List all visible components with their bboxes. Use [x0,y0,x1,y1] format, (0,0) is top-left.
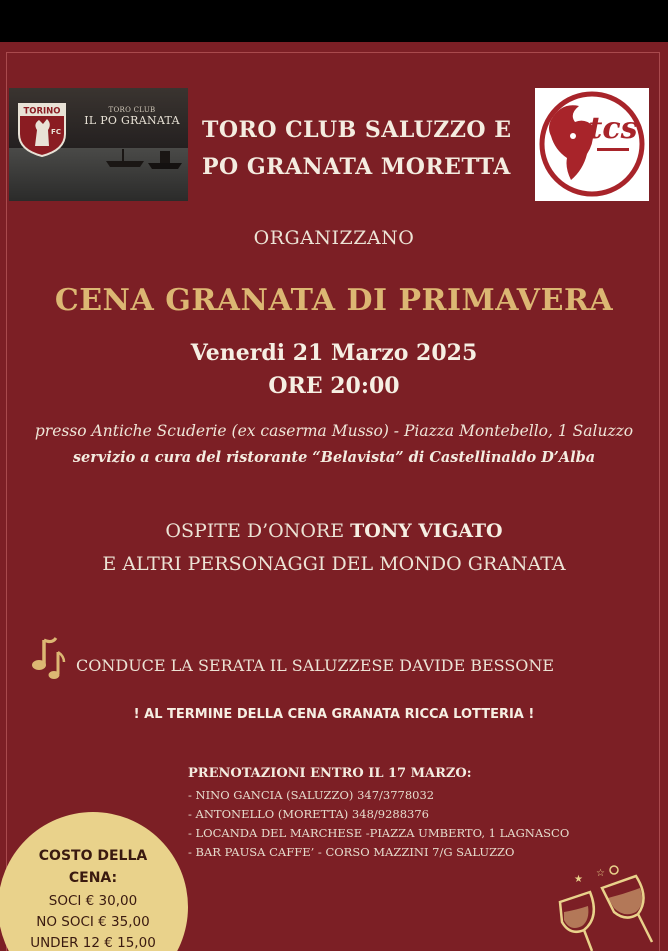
event-venue: presso Antiche Scuderie (ex caserma Musso) - Piazza Montebello, 1 Saluzzo [34,422,634,440]
champagne-glasses-icon [540,862,668,951]
price-under-12: UNDER 12 € 15,00 [30,935,156,951]
torino-fc-badge-icon [15,100,69,158]
svg-text:☆: ☆ [596,868,605,879]
il-po-granata-logo [9,88,188,201]
event-date: Venerdi 21 Marzo 2025 [190,340,478,366]
svg-text:tcs: tcs [588,111,638,146]
bookings-title: PRENOTAZIONI ENTRO IL 17 MARZO: [188,766,472,781]
cost-title: CENA: [68,870,118,886]
tcs-logo [535,88,649,201]
guest-prefix: OSPITE D’ONORE [165,520,351,542]
club-name-line-2: PO GRANATA MORETTA [202,154,511,180]
host-info: CONDUCE LA SERATA IL SALUZZESE DAVIDE BESSONE [76,656,555,675]
booking-contact: - NINO GANCIA (SALUZZO) 347/3778032 [188,788,435,802]
cost-title: COSTO DELLA [38,848,148,864]
booking-contact: - LOCANDA DEL MARCHESE -PIAZZA UMBERTO, 1 LAGNASCO [188,826,570,840]
price-members: SOCI € 30,00 [48,893,138,909]
svg-text:★: ★ [574,874,583,885]
price-non-members: NO SOCI € 35,00 [36,914,150,930]
svg-text:TORINO: TORINO [23,106,61,117]
logo-title-text: IL PO GRANATA [84,114,180,127]
lottery-notice: ! AL TERMINE DELLA CENA GRANATA RICCA LOTTERIA ! [133,707,535,722]
club-name-line-1: TORO CLUB SALUZZO E [202,117,512,143]
organizers-label: ORGANIZZANO [253,227,415,249]
bull-logo-icon [535,88,649,201]
guest-name: TONY VIGATO [350,520,503,542]
other-guests: E ALTRI PERSONAGGI DEL MONDO GRANATA [102,553,566,575]
top-bar [0,0,668,42]
guest-of-honor [0,520,668,542]
boats-illustration [104,143,184,173]
music-note-icon [30,634,68,682]
logo-small-text: TORO CLUB [108,106,156,114]
svg-text:FC: FC [51,128,61,136]
booking-contact: - BAR PAUSA CAFFE’ - CORSO MAZZINI 7/G SALUZZO [188,845,515,859]
event-time: ORE 20:00 [268,373,400,399]
catering-info: servizio a cura del ristorante “Belavista” di Castellinaldo D’Alba [72,449,596,466]
booking-contact: - ANTONELLO (MORETTA) 348/9288376 [188,807,429,821]
event-title: CENA GRANATA DI PRIMAVERA [54,283,614,318]
